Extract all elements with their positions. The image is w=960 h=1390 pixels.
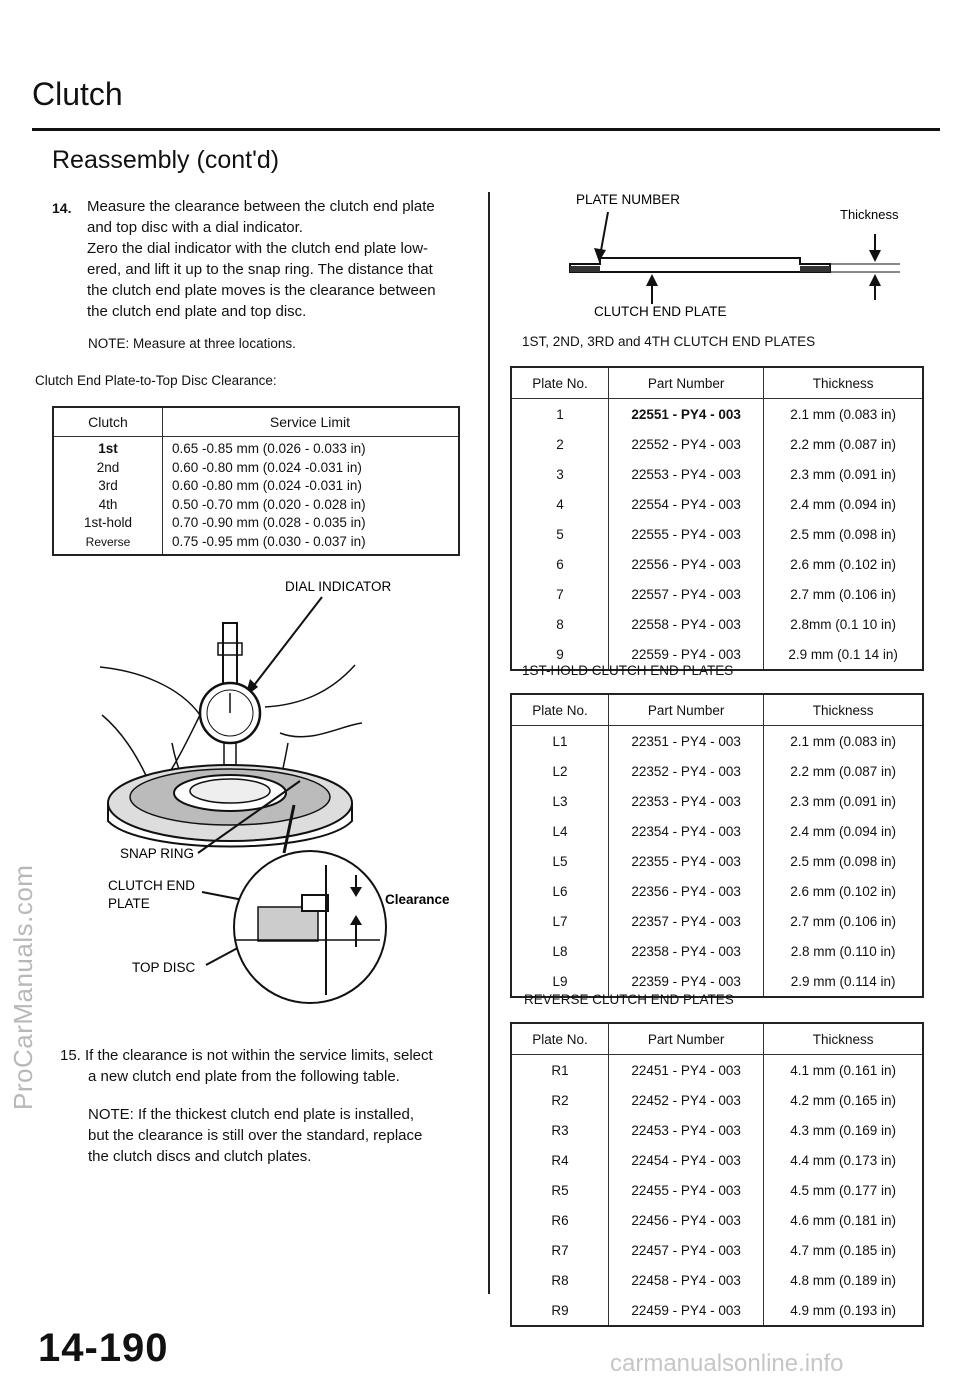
table-cell: 2.4 mm (0.094 in) <box>764 489 923 519</box>
table-cell: R2 <box>551 1092 569 1108</box>
title-rule <box>32 128 940 131</box>
clutch-column <box>54 440 162 551</box>
step-15-text <box>60 1045 465 1087</box>
table-cell: 2.6 mm (0.102 in) <box>764 876 923 906</box>
table-row <box>511 1205 923 1235</box>
clutch-end-plate-diagram-label: CLUTCH END PLATE <box>594 304 727 319</box>
table-row <box>511 609 923 639</box>
table-header: Part Number <box>609 694 764 726</box>
table-header: Clutch <box>88 414 128 430</box>
table-row <box>511 1265 923 1295</box>
table-row <box>511 876 923 906</box>
table-cell: 4th <box>98 496 118 512</box>
table-cell: 2.8 mm (0.110 in) <box>764 936 923 966</box>
table-cell: 22558 - PY4 - 003 <box>609 609 764 639</box>
table-row <box>511 726 923 757</box>
table-cell: 22454 - PY4 - 003 <box>609 1145 764 1175</box>
table-cell: R3 <box>551 1122 569 1138</box>
step-14-line: the clutch end plate and top disc. <box>87 303 307 320</box>
table-header: Thickness <box>764 694 923 726</box>
table-cell: 22455 - PY4 - 003 <box>609 1175 764 1205</box>
table-row <box>511 1295 923 1326</box>
table-cell: 22358 - PY4 - 003 <box>609 936 764 966</box>
table-row <box>511 816 923 846</box>
table-cell: R4 <box>551 1152 569 1168</box>
step-15-line: a new clutch end plate from the following table. <box>88 1068 400 1085</box>
top-disc-label: TOP DISC <box>132 960 196 975</box>
table-row <box>511 1085 923 1115</box>
clearance-label: Clutch End Plate-to-Top Disc Clearance: <box>35 373 277 388</box>
table-cell: 22357 - PY4 - 003 <box>609 906 764 936</box>
table-row <box>511 1055 923 1086</box>
table-cell: R6 <box>551 1212 569 1228</box>
plate-number-label: PLATE NUMBER <box>576 192 681 207</box>
table-cell: 2.7 mm (0.106 in) <box>764 906 923 936</box>
step-14-line: Measure the clearance between the clutch end plate <box>87 198 435 215</box>
table-cell: 1st-hold <box>83 515 133 530</box>
table-cell: 22553 - PY4 - 003 <box>609 459 764 489</box>
table-cell: 22451 - PY4 - 003 <box>609 1055 764 1086</box>
table-title: 1ST-HOLD CLUTCH END PLATES <box>522 663 734 678</box>
table-cell: 22459 - PY4 - 003 <box>609 1295 764 1326</box>
table-cell: 4.3 mm (0.169 in) <box>764 1115 923 1145</box>
table-row <box>511 936 923 966</box>
table-cell: 4.5 mm (0.177 in) <box>764 1175 923 1205</box>
step-14-text <box>87 196 467 322</box>
table-row <box>511 756 923 786</box>
table-cell: 6 <box>556 556 564 572</box>
table-cell: R8 <box>551 1272 569 1288</box>
table-cell: L4 <box>552 823 568 839</box>
table-cell: L2 <box>552 763 568 779</box>
table-cell: L3 <box>552 793 568 809</box>
table-row <box>511 399 923 430</box>
table-cell: 2.5 mm (0.098 in) <box>764 846 923 876</box>
table-cell: 0.75 -0.95 mm (0.030 - 0.037 in) <box>172 533 366 549</box>
table-header: Part Number <box>609 1023 764 1055</box>
table-title: 1ST, 2ND, 3RD and 4TH CLUTCH END PLATES <box>522 334 816 349</box>
table-cell: 0.70 -0.90 mm (0.028 - 0.035 in) <box>172 515 366 530</box>
table-row <box>511 459 923 489</box>
table-row <box>511 429 923 459</box>
table-title: REVERSE CLUTCH END PLATES <box>524 992 734 1007</box>
table-cell: 3 <box>556 466 564 482</box>
first-hold-plates-table <box>510 693 924 998</box>
table-cell: 0.60 -0.80 mm (0.024 -0.031 in) <box>172 459 362 475</box>
clutch-end-plate-label: CLUTCH END <box>108 878 196 893</box>
table-cell: 22353 - PY4 - 003 <box>609 786 764 816</box>
snap-ring-label: SNAP RING <box>120 846 195 861</box>
table-cell: 22554 - PY4 - 003 <box>609 489 764 519</box>
table-header: Plate No. <box>511 367 609 399</box>
table-cell: 2.3 mm (0.091 in) <box>764 786 923 816</box>
table-header: Part Number <box>609 367 764 399</box>
table-cell: 4 <box>556 496 564 512</box>
table-row <box>511 906 923 936</box>
table-cell: 2.4 mm (0.094 in) <box>764 816 923 846</box>
table-cell: 9 <box>556 646 564 662</box>
table-cell: 2.7 mm (0.106 in) <box>764 579 923 609</box>
table-cell: 2.5 mm (0.098 in) <box>764 519 923 549</box>
table-cell: L5 <box>552 853 568 869</box>
watermark: ProCarManuals.com <box>8 864 38 1110</box>
table-cell: R1 <box>551 1062 569 1078</box>
table-cell: L1 <box>552 733 568 749</box>
table-cell: 4.6 mm (0.181 in) <box>764 1205 923 1235</box>
table-header-row <box>511 367 923 399</box>
table-cell: 2.8mm (0.1 10 in) <box>764 609 923 639</box>
table-cell: 1st <box>98 441 118 456</box>
table-cell: 2.1 mm (0.083 in) <box>764 726 923 757</box>
table-cell: 2.3 mm (0.091 in) <box>764 459 923 489</box>
step-14-note: NOTE: Measure at three locations. <box>88 336 296 351</box>
table-row <box>511 489 923 519</box>
reverse-plates-table <box>510 1022 924 1327</box>
service-limit-table <box>52 406 460 556</box>
table-cell: 22551 - PY4 - 003 <box>609 399 764 430</box>
table-cell: 2.9 mm (0.114 in) <box>764 966 923 997</box>
section-subtitle: Reassembly (cont'd) <box>52 146 280 174</box>
table-cell: 0.60 -0.80 mm (0.024 -0.031 in) <box>172 478 362 493</box>
table-cell: 2.9 mm (0.1 14 in) <box>764 639 923 670</box>
table-cell: 22355 - PY4 - 003 <box>609 846 764 876</box>
table-row <box>511 846 923 876</box>
step-15-note-line: the clutch discs and clutch plates. <box>88 1148 312 1165</box>
table-row <box>511 1145 923 1175</box>
table-cell: 22556 - PY4 - 003 <box>609 549 764 579</box>
table-cell: 22354 - PY4 - 003 <box>609 816 764 846</box>
step-14-line: ered, and lift it up to the snap ring. The distance that <box>87 261 433 278</box>
page-number: 14-190 <box>38 1326 169 1370</box>
table-cell: 4.1 mm (0.161 in) <box>764 1055 923 1086</box>
clearance-label-figure: Clearance <box>385 892 450 907</box>
standard-plates-table <box>510 366 924 671</box>
table-header: Plate No. <box>511 694 609 726</box>
table-cell: Reverse <box>85 534 131 549</box>
table-cell: 22356 - PY4 - 003 <box>609 876 764 906</box>
table-cell: 3rd <box>98 478 118 493</box>
step-15-note-line: NOTE: If the thickest clutch end plate is installed, <box>88 1106 414 1123</box>
table-cell: 4.4 mm (0.173 in) <box>764 1145 923 1175</box>
table-cell: 4.9 mm (0.193 in) <box>764 1295 923 1326</box>
table-cell: 4.7 mm (0.185 in) <box>764 1235 923 1265</box>
table-cell: L7 <box>552 913 568 929</box>
table-cell: 22351 - PY4 - 003 <box>609 726 764 757</box>
table-header: Plate No. <box>511 1023 609 1055</box>
table-cell: R7 <box>551 1242 569 1258</box>
plate-diagram <box>510 186 930 324</box>
table-row <box>511 579 923 609</box>
footer-site: carmanualsonline.info <box>610 1350 844 1377</box>
table-cell: L9 <box>552 973 568 989</box>
table-cell: 22453 - PY4 - 003 <box>609 1115 764 1145</box>
step-14-line: Zero the dial indicator with the clutch end plate low- <box>87 240 429 257</box>
table-cell: 7 <box>556 586 564 602</box>
table-cell: 22456 - PY4 - 003 <box>609 1205 764 1235</box>
table-cell: 0.50 -0.70 mm (0.020 - 0.028 in) <box>172 496 366 512</box>
table-cell: 2 <box>556 436 564 452</box>
step-14-line: and top disc with a dial indicator. <box>87 219 303 236</box>
step-15-note-line: but the clearance is still over the standard, replace <box>88 1127 423 1144</box>
table-cell: 4.2 mm (0.165 in) <box>764 1085 923 1115</box>
table-cell: 2.1 mm (0.083 in) <box>764 399 923 430</box>
column-divider <box>488 192 490 1294</box>
thickness-label: Thickness <box>840 207 899 222</box>
table-cell: 22359 - PY4 - 003 <box>609 966 764 997</box>
table-cell: 22457 - PY4 - 003 <box>609 1235 764 1265</box>
service-limit-column <box>172 440 458 551</box>
table-header: Thickness <box>764 367 923 399</box>
step-15-line: 15. If the clearance is not within the service limits, select <box>60 1047 433 1064</box>
table-cell: 5 <box>556 526 564 542</box>
table-row <box>511 1115 923 1145</box>
table-header-rule <box>54 436 458 437</box>
table-header: Thickness <box>764 1023 923 1055</box>
table-row <box>511 1235 923 1265</box>
table-cell: 2nd <box>96 459 120 475</box>
table-cell: 2.2 mm (0.087 in) <box>764 429 923 459</box>
dial-indicator-illustration <box>80 575 480 1045</box>
clutch-end-plate-label-2: PLATE <box>108 896 150 911</box>
table-row <box>511 1175 923 1205</box>
table-cell: 8 <box>556 616 564 632</box>
table-row <box>511 549 923 579</box>
table-header-row <box>511 1023 923 1055</box>
table-header: Service Limit <box>269 414 351 430</box>
table-cell: 0.65 -0.85 mm (0.026 - 0.033 in) <box>172 441 366 456</box>
table-cell: 22552 - PY4 - 003 <box>609 429 764 459</box>
table-cell: 4.8 mm (0.189 in) <box>764 1265 923 1295</box>
table-cell: 2.2 mm (0.087 in) <box>764 756 923 786</box>
table-cell: 22458 - PY4 - 003 <box>609 1265 764 1295</box>
table-cell: R5 <box>551 1182 569 1198</box>
table-row <box>511 786 923 816</box>
step-15-note <box>88 1104 468 1167</box>
table-cell: 22555 - PY4 - 003 <box>609 519 764 549</box>
table-cell: L6 <box>552 883 568 899</box>
table-cell: L8 <box>552 943 568 959</box>
table-row <box>511 519 923 549</box>
table-cell: R9 <box>551 1302 569 1318</box>
table-header-row <box>511 694 923 726</box>
table-cell: 22452 - PY4 - 003 <box>609 1085 764 1115</box>
dial-indicator-label: DIAL INDICATOR <box>285 579 392 594</box>
page-title: Clutch <box>32 76 123 112</box>
table-cell: 1 <box>556 406 564 422</box>
table-cell: 22557 - PY4 - 003 <box>609 579 764 609</box>
step-14-number: 14. <box>52 200 72 216</box>
table-cell: 2.6 mm (0.102 in) <box>764 549 923 579</box>
step-14-line: the clutch end plate moves is the clearance between <box>87 282 436 299</box>
table-cell: 22352 - PY4 - 003 <box>609 756 764 786</box>
table-cell: 22559 - PY4 - 003 <box>609 639 764 670</box>
